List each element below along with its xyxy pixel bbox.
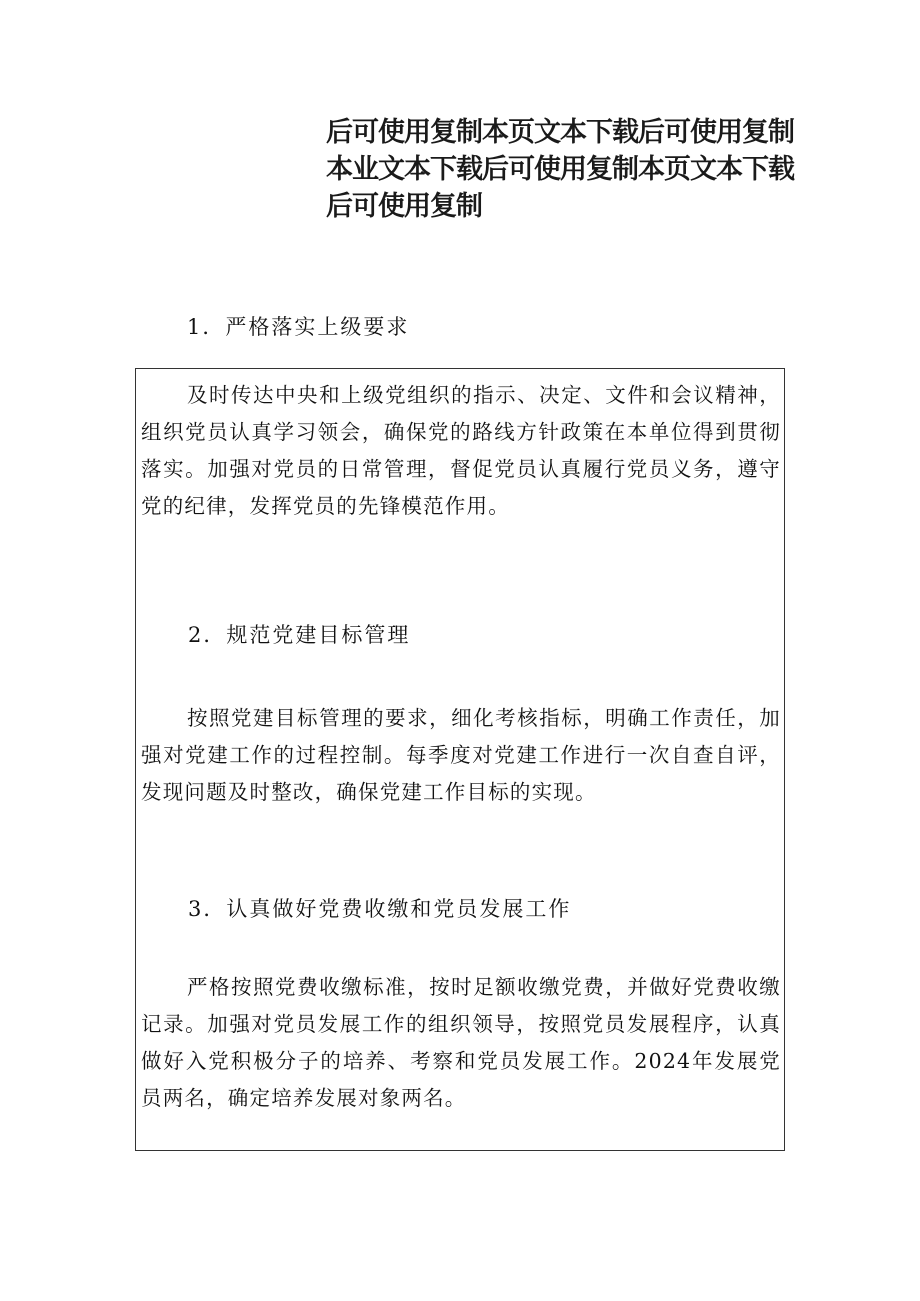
watermark-line: 本业文本下载后可使用复制本页文本下载 [326,154,794,185]
watermark-text [326,114,794,225]
section-heading-2: 2．规范党建目标管理 [188,623,411,647]
content-table-cell [135,368,785,1151]
section-body-1: 及时传达中央和上级党组织的指示、决定、文件和会议精神，组织党员认真学习领会，确保党的路线方针政策在本单位得到贯彻落实。加强对党员的日常管理，督促党员认真履行党员义务，遵守党的纪律，发挥党员的先锋模范作用。 [141,383,781,518]
section-heading-1: 1．严格落实上级要求 [187,315,410,339]
section-body-2: 按照党建目标管理的要求，细化考核指标，明确工作责任，加强对党建工作的过程控制。每季度对党建工作进行一次自查自评，发现问题及时整改，确保党建工作目标的实现。 [141,706,781,804]
section-heading-3: 3．认真做好党费收缴和党员发展工作 [188,897,572,921]
watermark-line: 后可使用复制本页文本下载后可使用复制 [326,117,794,148]
watermark-line: 后可使用复制 [326,191,482,222]
section-body-3: 严格按照党费收缴标准，按时足额收缴党费，并做好党费收缴记录。加强对党员发展工作的组织领导，按照党员发展程序，认真做好入党积极分子的培养、考察和党员发展工作。2024年发展党员两名，确定培养发展对象两名。 [141,975,781,1110]
